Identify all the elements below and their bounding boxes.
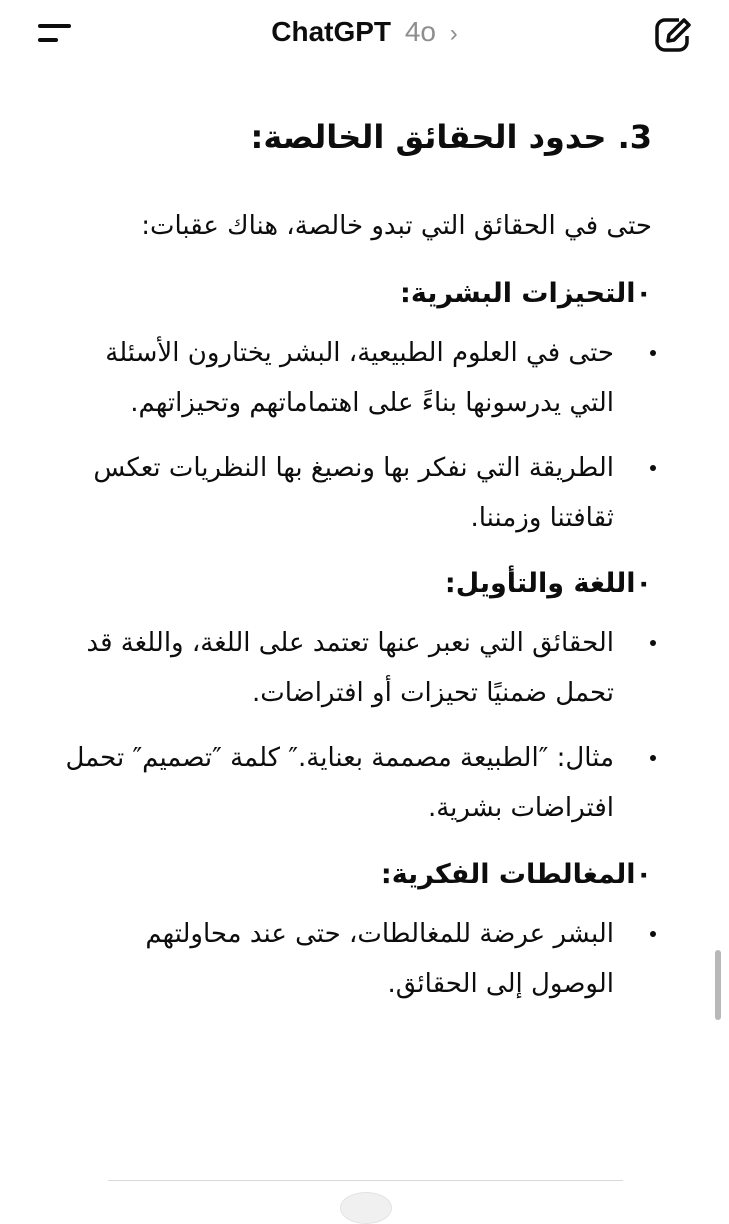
compose-icon[interactable] [651, 14, 695, 54]
bullet-dot [650, 755, 656, 761]
divider [108, 1180, 623, 1181]
bullet-list [60, 909, 634, 1009]
scrollbar[interactable] [715, 950, 721, 1020]
list-item-text: حتى في العلوم الطبيعية، البشر يختارون الأسئلة التي يدرسونها بناءً على اهتماماتهم وتحيزاتهم. [105, 338, 614, 418]
bullet-list [60, 618, 634, 833]
bullet-dot [650, 465, 656, 471]
bullet-dot [650, 350, 656, 356]
bullet-list [60, 328, 634, 543]
bullet-dot [650, 640, 656, 646]
app-name: ChatGPT [271, 16, 392, 47]
top-bar [0, 0, 729, 70]
list-item [60, 443, 634, 543]
list-item [60, 328, 634, 428]
model-selector[interactable] [0, 14, 729, 52]
subheading: ٠المغالطات الفكرية: [380, 859, 652, 890]
list-item-text: الطريقة التي نفكر بها ونصيغ بها النظريات تعكس ثقافتنا وزمننا. [93, 453, 614, 533]
list-item [60, 733, 634, 833]
list-item-text: الحقائق التي نعبر عنها تعتمد على اللغة، واللغة قد تحمل ضمنيًا تحيزات أو افتراضات. [86, 628, 614, 708]
model-name: 4o [404, 16, 436, 47]
list-item [60, 618, 634, 718]
intro-paragraph: حتى في الحقائق التي تبدو خالصة، هناك عقبات: [141, 211, 652, 241]
section-heading: 3. حدود الحقائق الخالصة: [250, 118, 652, 156]
section-fallacies [60, 849, 652, 1009]
list-item [60, 909, 634, 1009]
list-item-text: مثال: ″الطبيعة مصممة بعناية.″ كلمة ″تصميم″ تحمل افتراضات بشرية. [65, 743, 614, 823]
chevron-right-icon: › [449, 20, 458, 47]
subheading: ٠اللغة والتأويل: [444, 568, 652, 599]
section-language [60, 558, 652, 833]
bullet-dot [650, 931, 656, 937]
list-item-text: البشر عرضة للمغالطات، حتى عند محاولتهم الوصول إلى الحقائق. [145, 919, 614, 999]
section-human-bias [60, 268, 652, 543]
pencil-square-icon [651, 14, 695, 54]
subheading: ٠التحيزات البشرية: [400, 278, 652, 309]
scroll-down-button[interactable] [340, 1192, 392, 1224]
assistant-message [60, 106, 652, 1024]
